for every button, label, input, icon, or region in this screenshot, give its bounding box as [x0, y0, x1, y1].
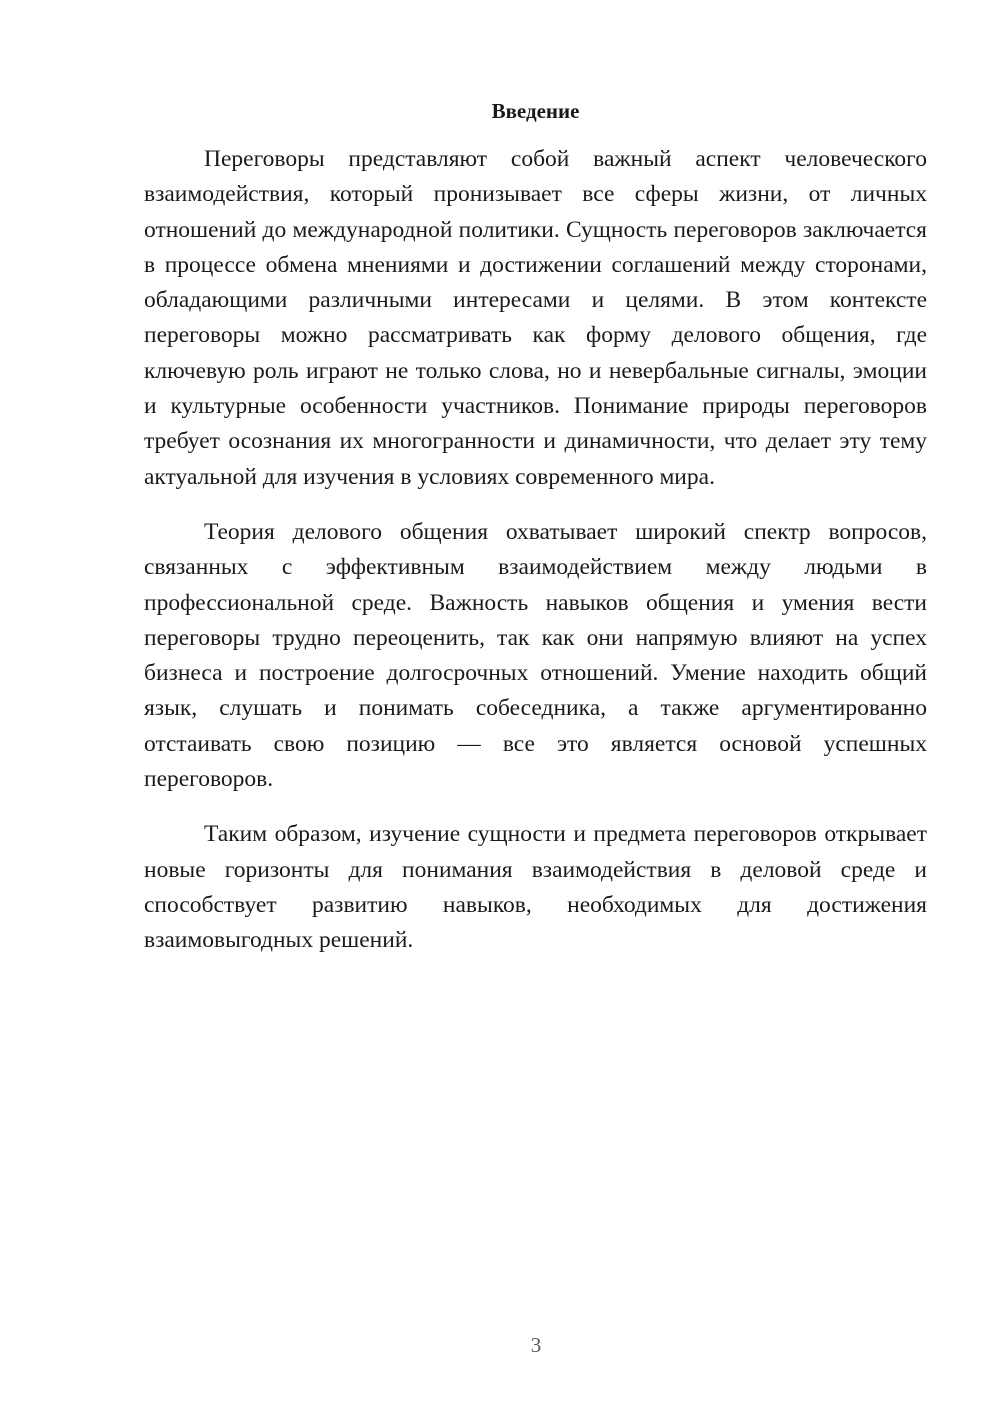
- page-number: 3: [530, 1333, 542, 1357]
- section-title: Введение: [491, 99, 580, 123]
- page-content: [144, 96, 927, 979]
- paragraph-3: Таким образом, изучение сущности и предмета переговоров открывает новые горизонты для понимания взаимодействия в деловой среде и способствует развитию навыков, необходимых для достижения взаимовыгодных решений.: [144, 821, 927, 954]
- paragraph-1: Переговоры представляют собой важный аспект человеческого взаимодействия, который пронизывает все сферы жизни, от личных отношений до международной политики. Сущность переговоров заключается в процессе обмена мнениями и достижении соглашений между сторонами, обладающими различными интересами и целями. В этом контексте переговоры можно рассматривать как форму делового общения, где ключевую роль играют не только слова, но и невербальные сигналы, эмоции и культурные особенности участников. Понимание природы переговоров требует осознания их многогранности и динамичности, что делает эту тему актуальной для изучения в условиях современного мира.: [144, 146, 927, 490]
- paragraph-2: Теория делового общения охватывает широкий спектр вопросов, связанных с эффективным взаимодействием между людьми в профессиональной среде. Важность навыков общения и умения вести переговоры трудно переоценить, так как они напрямую влияют на успех бизнеса и построение долгосрочных отношений. Умение находить общий язык, слушать и понимать собеседника, а также аргументированно отстаивать свою позицию — все это является основой успешных переговоров.: [144, 518, 927, 793]
